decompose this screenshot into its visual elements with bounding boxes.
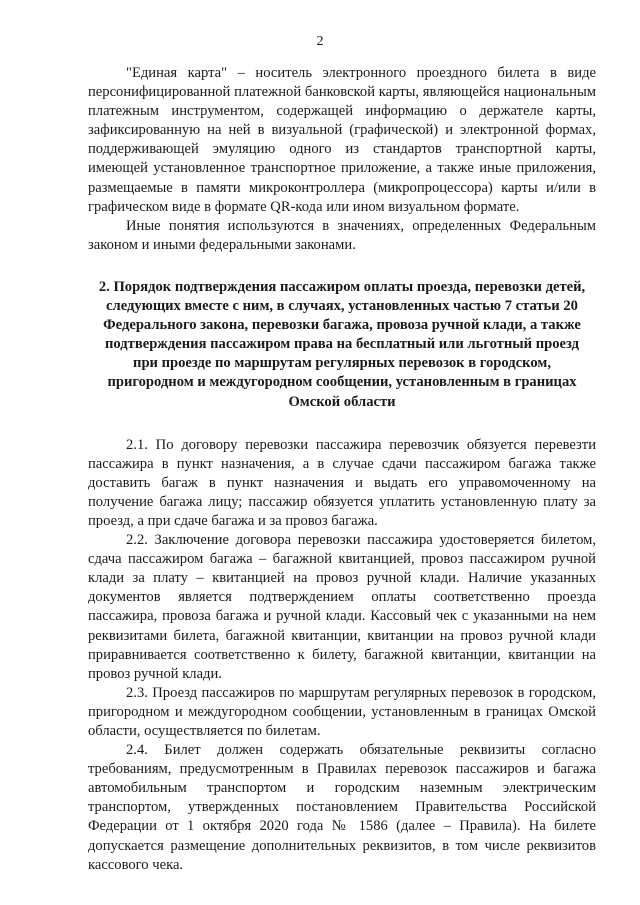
paragraph-other-terms: Иные понятия используются в значениях, определенных Федеральным законом и иными федеральными законами. — [88, 217, 596, 253]
paragraph-2-4: 2.4. Билет должен содержать обязательные реквизиты согласно требованиям, предусмотренным в Правилах перевозок пассажиров и багажа автомобильным транспортом и городским наземным электрическим транспортом, утвержденных постановлением Правительства Российской Федерации от 1 октября 2020 года № 1586 (далее – Правила). На билете допускается размещение дополнительных реквизитов, в том числе реквизитов кассового чека. — [88, 742, 596, 873]
paragraph-unified-card-definition: "Единая карта" – носитель электронного проездного билета в виде персонифицированной платежной банковской карты, являющейся национальным платежным инструментом, содержащей информацию о держателе карты, зафиксированную на ней в визуальной (графической) и электронной формах, поддерживающей эмуляцию одного из стандартов транспортной карты, имеющей установленное транспортное приложение, а также иные приложения, размещаемые в памяти микроконтроллера (микропроцессора) карты и/или в графическом виде в формате QR-кода или ином визуальном формате. — [88, 65, 596, 215]
paragraph-2-3: 2.3. Проезд пассажиров по маршрутам регулярных перевозок в городском, пригородном и междугородном сообщении, установленным в границах Омской области, осуществляется по билетам. — [88, 684, 596, 739]
paragraph-2-2: 2.2. Заключение договора перевозки пассажира удостоверяется билетом, сдача пассажиром багажа – багажной квитанцией, провоз пассажиром ручной клади за плату – квитанцией на провоз ручной клади. Наличие указанных документов является подтверждением оплаты соответственно проезда пассажира, провоза багажа и ручной клади. Кассовый чек с указанными на нем реквизитами билета, багажной квитанции, квитанции на провоз ручной клади приравнивается соответственно к билету, багажной квитанции, квитанции на провоз ручной клади. — [88, 532, 596, 682]
document-body — [88, 64, 596, 875]
paragraph-2-1: 2.1. По договору перевозки пассажира перевозчик обязуется перевезти пассажира в пункт назначения, а в случае сдачи пассажиром багажа также доставить багаж в пункт назначения и выдать его управомоченному на получение багажа лицу; пассажир обязуется уплатить установленную плату за проезд, а при сдаче багажа и за провоз багажа. — [88, 436, 596, 529]
page-number: 2 — [316, 34, 324, 49]
section-heading: 2. Порядок подтверждения пассажиром оплаты проезда, перевозки детей, следующих вместе с ним, в случаях, установленных частью 7 статьи 20 Федерального закона, перевозки багажа, провоза ручной клади, а также подтверждения пассажиром права на бесплатный или льготный проезд при проезде по маршрутам регулярных перевозок в городском, пригородном и междугородном сообщении, установленным в границах Омской области — [98, 278, 586, 410]
